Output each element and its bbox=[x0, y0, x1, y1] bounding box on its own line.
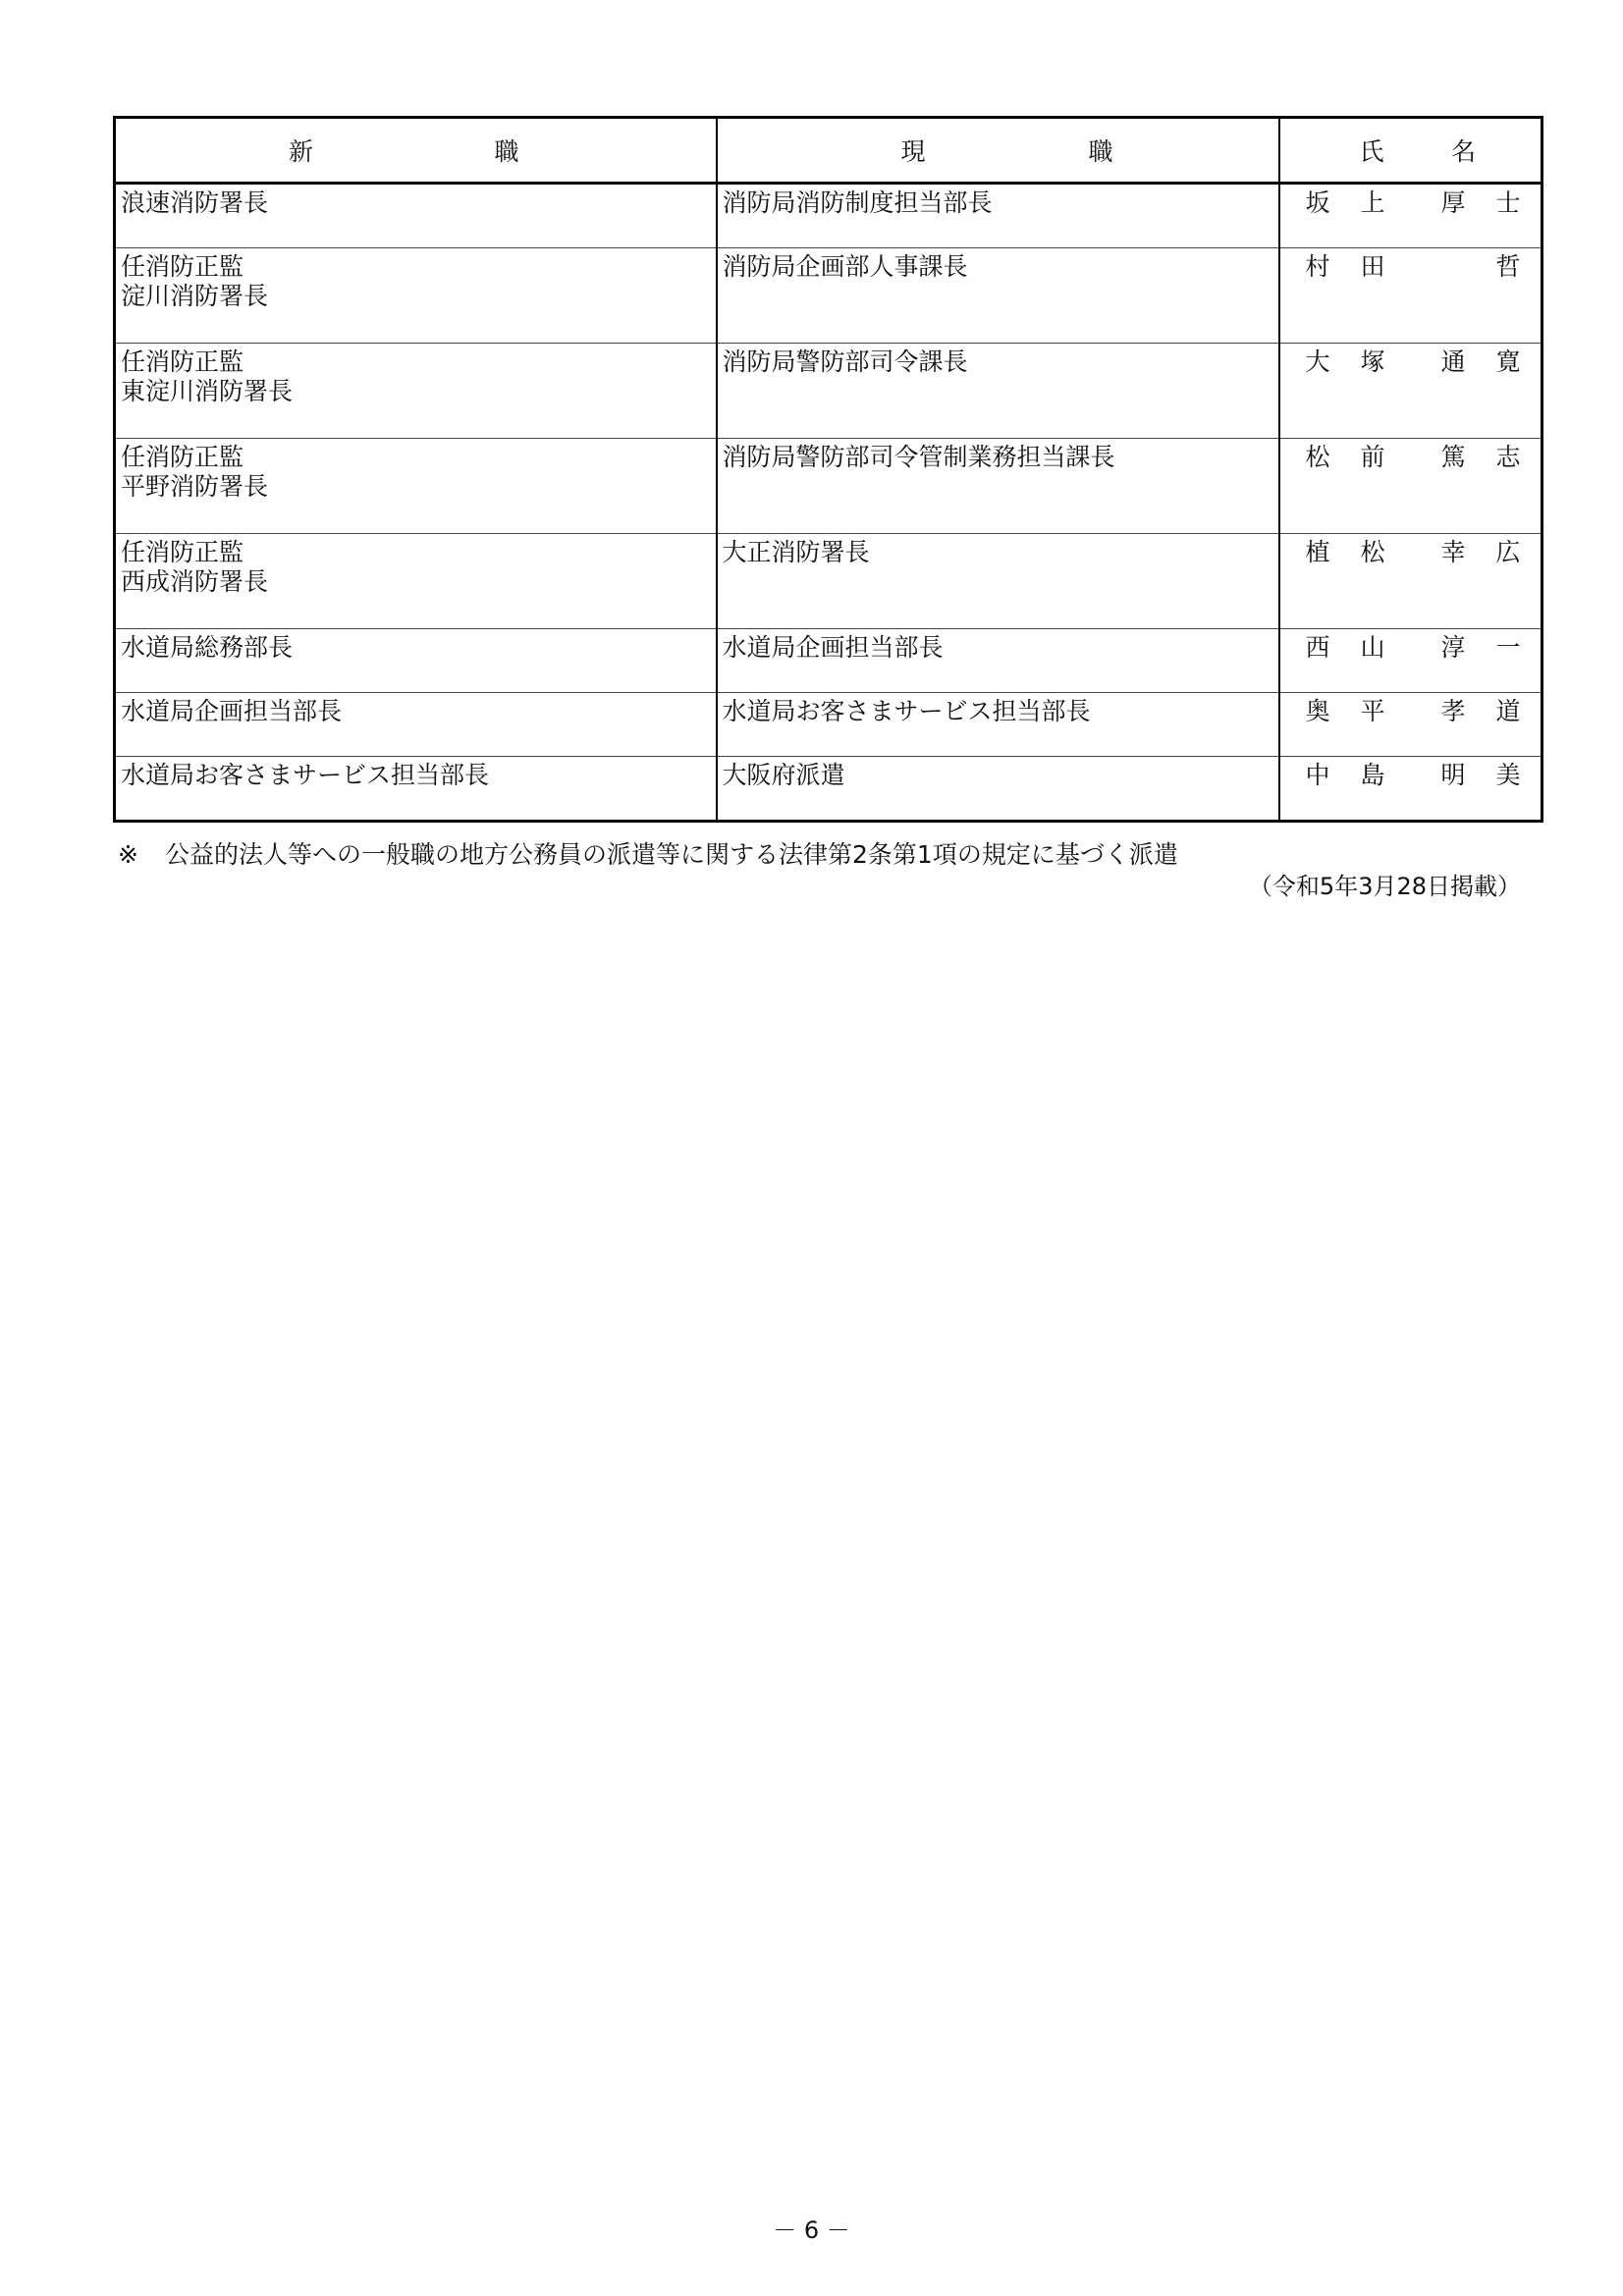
new-post-line: 浪速消防署長 bbox=[121, 188, 269, 217]
current-post-cell: 消防局警防部司令課長 bbox=[717, 344, 1279, 439]
footnote-mark: ※ bbox=[118, 840, 138, 869]
new-post-line: 水道局お客さまサービス担当部長 bbox=[121, 761, 490, 789]
new-post-line: 西成消防署長 bbox=[121, 567, 269, 596]
name-char: 篤 bbox=[1440, 443, 1466, 471]
new-post-cell bbox=[115, 693, 717, 757]
new-post-line: 水道局総務部長 bbox=[121, 633, 294, 662]
header-name bbox=[1279, 118, 1542, 184]
name-char: 奥 bbox=[1305, 697, 1330, 725]
new-post-line: 淀川消防署長 bbox=[121, 282, 269, 310]
table-row bbox=[115, 439, 1542, 534]
name-char: 島 bbox=[1360, 761, 1385, 789]
name-char: 哲 bbox=[1495, 252, 1521, 281]
name-cell bbox=[1279, 248, 1542, 344]
header-new-post-char-1: 新 bbox=[289, 137, 314, 166]
name-cell bbox=[1279, 693, 1542, 757]
name-cell bbox=[1279, 534, 1542, 629]
name-char: 通 bbox=[1440, 347, 1466, 376]
new-post-line: 任消防正監 bbox=[121, 252, 244, 281]
name-char: 淳 bbox=[1440, 633, 1466, 662]
new-post-cell bbox=[115, 629, 717, 693]
personnel-table bbox=[113, 116, 1543, 823]
name-char: 植 bbox=[1305, 538, 1330, 566]
header-current-post-char-2: 職 bbox=[1088, 137, 1113, 166]
table-row bbox=[115, 344, 1542, 439]
name-char: 志 bbox=[1495, 443, 1521, 471]
name-char: 厚 bbox=[1440, 188, 1466, 217]
name-char: 西 bbox=[1305, 633, 1330, 662]
name-cell bbox=[1279, 439, 1542, 534]
name-char: 塚 bbox=[1360, 347, 1385, 376]
name-char: 松 bbox=[1360, 538, 1385, 566]
posted-date: （令和5年3月28日掲載） bbox=[1248, 873, 1521, 900]
name-char: 美 bbox=[1495, 761, 1521, 789]
name-char: 大 bbox=[1305, 347, 1330, 376]
new-post-line: 東淀川消防署長 bbox=[121, 377, 294, 405]
name-cell bbox=[1279, 757, 1542, 822]
name-char: 前 bbox=[1360, 443, 1385, 471]
name-char: 中 bbox=[1305, 761, 1330, 789]
table-row bbox=[115, 248, 1542, 344]
current-post-cell: 水道局お客さまサービス担当部長 bbox=[717, 693, 1279, 757]
name-cell bbox=[1279, 629, 1542, 693]
table-row bbox=[115, 693, 1542, 757]
name-char: 村 bbox=[1305, 252, 1330, 281]
new-post-line: 平野消防署長 bbox=[121, 472, 269, 501]
name-char: 明 bbox=[1440, 761, 1466, 789]
header-new-post bbox=[115, 118, 717, 184]
new-post-cell bbox=[115, 248, 717, 344]
new-post-cell bbox=[115, 534, 717, 629]
name-char: 道 bbox=[1495, 697, 1521, 725]
table-row bbox=[115, 757, 1542, 822]
current-post-cell: 消防局消防制度担当部長 bbox=[717, 184, 1279, 248]
current-post-cell: 消防局企画部人事課長 bbox=[717, 248, 1279, 344]
current-post-cell: 消防局警防部司令管制業務担当課長 bbox=[717, 439, 1279, 534]
header-current-post bbox=[717, 118, 1279, 184]
name-char: 孝 bbox=[1440, 697, 1466, 725]
name-char: 田 bbox=[1360, 252, 1385, 281]
name-cell bbox=[1279, 184, 1542, 248]
name-char: 幸 bbox=[1440, 538, 1466, 566]
name-char: 寛 bbox=[1495, 347, 1521, 376]
name-char: 山 bbox=[1360, 633, 1385, 662]
header-new-post-char-2: 職 bbox=[494, 137, 519, 166]
footnote bbox=[118, 840, 1178, 870]
header-name-char-2: 名 bbox=[1450, 137, 1476, 166]
name-char: 士 bbox=[1495, 188, 1521, 217]
page-number: － 6 － bbox=[773, 2216, 850, 2244]
name-char: 松 bbox=[1305, 443, 1330, 471]
table-header-row bbox=[115, 118, 1542, 184]
table-row bbox=[115, 184, 1542, 248]
new-post-cell bbox=[115, 344, 717, 439]
current-post-cell: 大正消防署長 bbox=[717, 534, 1279, 629]
new-post-cell bbox=[115, 439, 717, 534]
new-post-cell bbox=[115, 184, 717, 248]
name-char: 上 bbox=[1360, 188, 1385, 217]
current-post-cell: 大阪府派遣 bbox=[717, 757, 1279, 822]
name-char bbox=[1441, 252, 1496, 282]
new-post-cell bbox=[115, 757, 717, 822]
table-row bbox=[115, 534, 1542, 629]
header-name-char-1: 氏 bbox=[1359, 137, 1384, 166]
name-char: 坂 bbox=[1305, 188, 1330, 217]
new-post-line: 任消防正監 bbox=[121, 347, 244, 376]
name-char: 平 bbox=[1360, 697, 1385, 725]
footnote-text: 公益的法人等への一般職の地方公務員の派遣等に関する法律第2条第1項の規定に基づく派遣 bbox=[165, 840, 1178, 869]
table-row bbox=[115, 629, 1542, 693]
new-post-line: 水道局企画担当部長 bbox=[121, 697, 343, 725]
header-current-post-char-1: 現 bbox=[900, 137, 926, 166]
current-post-cell: 水道局企画担当部長 bbox=[717, 629, 1279, 693]
new-post-line: 任消防正監 bbox=[121, 443, 244, 471]
new-post-line: 任消防正監 bbox=[121, 538, 244, 566]
name-char: 一 bbox=[1495, 633, 1521, 662]
name-cell bbox=[1279, 344, 1542, 439]
name-char: 広 bbox=[1495, 538, 1521, 566]
